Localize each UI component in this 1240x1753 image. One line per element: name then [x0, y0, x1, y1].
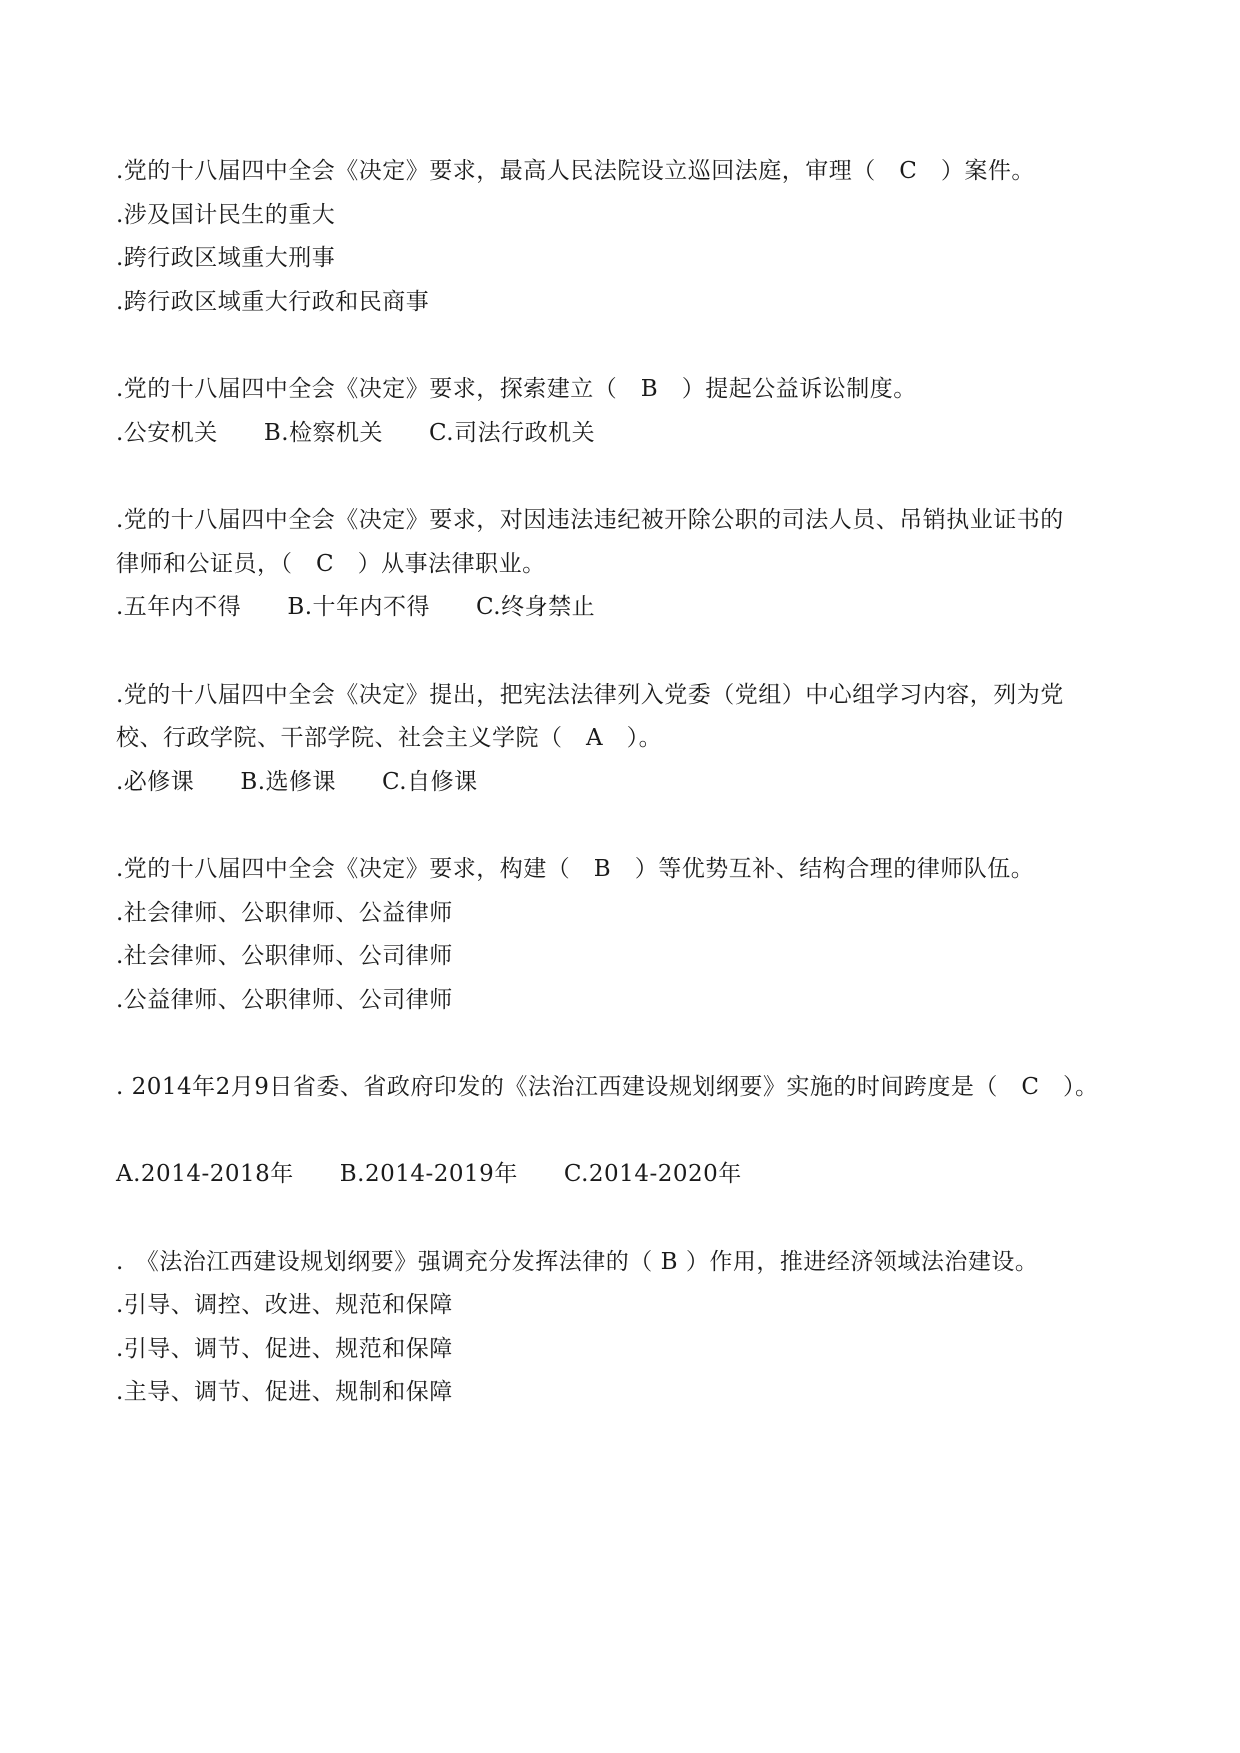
question-5-option-a: .社会律师、公职律师、公益律师	[116, 900, 453, 926]
question-4-option-a: .必修课	[116, 769, 195, 795]
question-1-option-c: .跨行政区域重大行政和民商事	[116, 289, 430, 315]
question-2-option-b: B.检察机关	[263, 420, 384, 446]
question-5-stem: .党的十八届四中全会《决定》要求，构建（ B ）等优势互补、结构合理的律师队伍。	[116, 856, 1035, 882]
question-2-options	[116, 418, 641, 448]
question-4-option-c: C.自修课	[382, 769, 478, 795]
question-7-stem: . 《法治江西建设规划纲要》强调充分发挥法律的（ B ）作用，推进经济领域法治建设。	[116, 1249, 1039, 1275]
question-3-stem-line-1: .党的十八届四中全会《决定》要求，对因违法违纪被开除公职的司法人员、吊销执业证书的	[116, 507, 1064, 533]
question-4-options	[116, 767, 524, 797]
question-3-option-b: B.十年内不得	[287, 594, 431, 620]
question-4-option-b: B.选修课	[240, 769, 337, 795]
question-4-stem-line-1: .党的十八届四中全会《决定》提出，把宪法法律列入党委（党组）中心组学习内容，列为党	[116, 682, 1064, 708]
question-2-stem: .党的十八届四中全会《决定》要求，探索建立（ B ）提起公益诉讼制度。	[116, 376, 917, 402]
question-2-option-c: C.司法行政机关	[429, 420, 596, 446]
question-1-option-a: .涉及国计民生的重大	[116, 202, 336, 228]
question-7-option-c: .主导、调节、促进、规制和保障	[116, 1379, 453, 1405]
question-7-option-b: .引导、调节、促进、规范和保障	[116, 1336, 453, 1362]
question-6-option-c: C.2014-2020年	[563, 1161, 742, 1187]
question-2-option-a: .公安机关	[116, 420, 218, 446]
question-6-option-a: A.2014-2018年	[116, 1161, 294, 1187]
question-6-option-b: B.2014-2019年	[339, 1161, 518, 1187]
question-1-stem: .党的十八届四中全会《决定》要求，最高人民法院设立巡回法庭，审理（ C ）案件。	[116, 158, 1035, 184]
question-5-option-b: .社会律师、公职律师、公司律师	[116, 943, 453, 969]
question-3-option-c: C.终身禁止	[476, 594, 596, 620]
question-6-stem: . 2014年2月9日省委、省政府印发的《法治江西建设规划纲要》实施的时间跨度是（ C ）。	[116, 1074, 1099, 1100]
question-3-stem-line-2: 律师和公证员，（ C ）从事法律职业。	[116, 551, 546, 577]
question-1-option-b: .跨行政区域重大刑事	[116, 245, 336, 271]
question-3-option-a: .五年内不得	[116, 594, 242, 620]
question-3-options	[116, 592, 641, 622]
question-7-option-a: .引导、调控、改进、规范和保障	[116, 1292, 453, 1318]
question-5-option-c: .公益律师、公职律师、公司律师	[116, 987, 453, 1013]
question-6-options	[116, 1159, 788, 1189]
question-4-stem-line-2: 校、行政学院、干部学院、社会主义学院（ A ）。	[116, 725, 663, 751]
